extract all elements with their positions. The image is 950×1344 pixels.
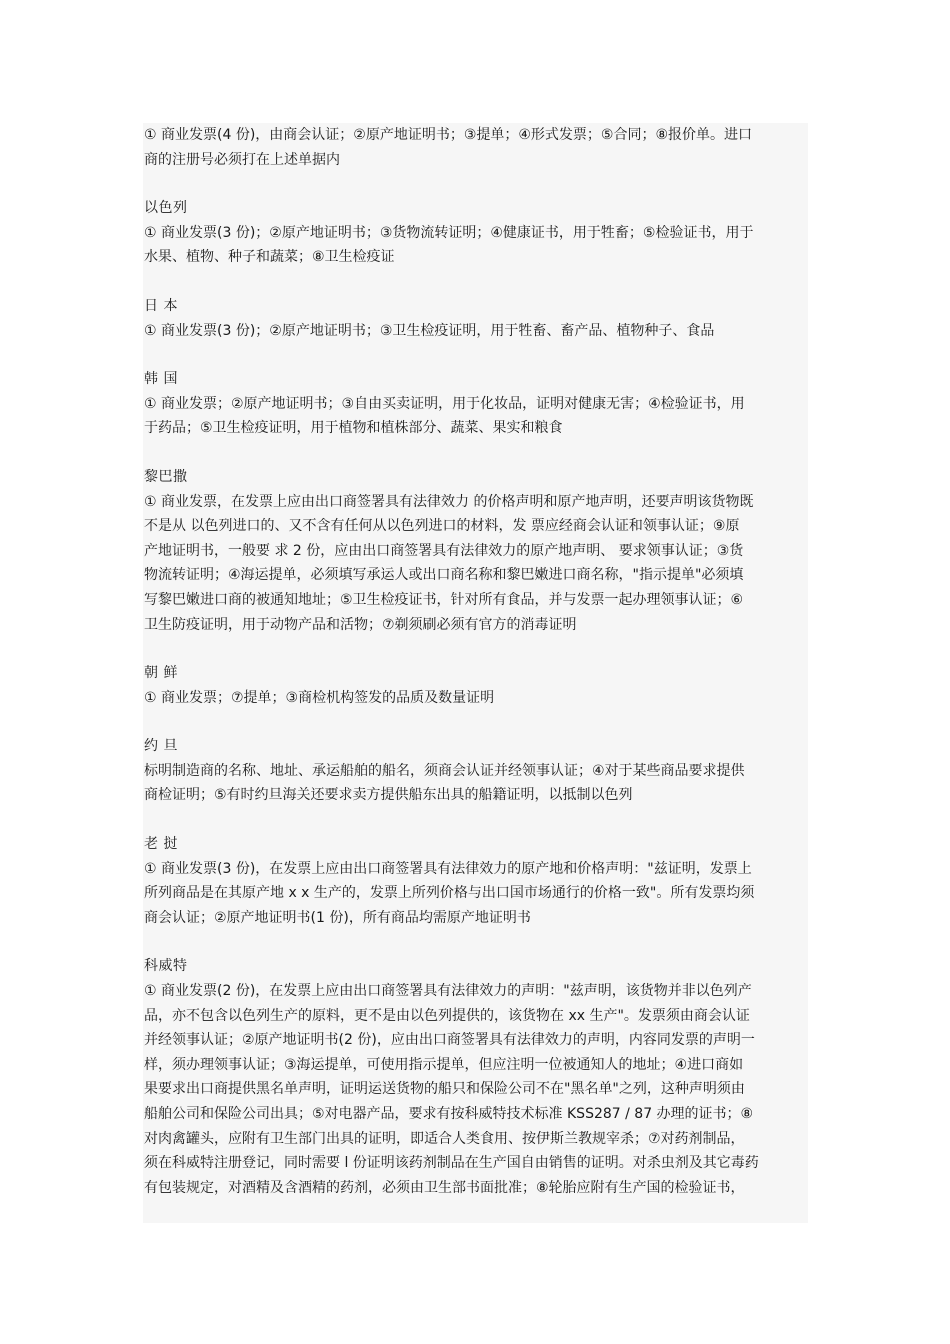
body-line: ① 商业发票(3 份)；②原产地证明书；③货物流转证明；④健康证书，用于牲畜；⑤检验证书，用于 bbox=[144, 224, 754, 241]
country-heading: 韩 国 bbox=[144, 371, 178, 388]
body-line: ① 商业发票(3 份)，在发票上应由出口商签署具有法律效力的原产地和价格声明："兹证明，发票上 bbox=[144, 860, 752, 877]
section-korea bbox=[143, 367, 808, 441]
body-line: 品，亦不包含以色列生产的原料，更不是由以色列提供的，该货物在 xx 生产"。发票须由商会认证 bbox=[144, 1007, 750, 1024]
country-heading: 老 挝 bbox=[144, 836, 178, 853]
country-heading: 黎巴撒 bbox=[144, 468, 188, 485]
section-intro bbox=[143, 123, 808, 172]
body-line: 商检证明；⑤有时约旦海关还要求卖方提供船东出具的船籍证明，以抵制以色列 bbox=[144, 787, 633, 804]
body-line: 产地证明书，一般要 求 2 份，应由出口商签署具有法律效力的原产地声明、 要求领事认证；③货 bbox=[144, 542, 744, 559]
body-line: ① 商业发票(3 份)；②原产地证明书；③卫生检疫证明，用于牲畜、畜产品、植物种子、食品 bbox=[144, 322, 715, 339]
body-line: 船舶公司和保险公司出具；⑤对电器产品，要求有按科威特技术标准 KSS287 / 87 办理的证书；⑧ bbox=[144, 1106, 754, 1122]
body-line: ① 商业发票(4 份)，由商会认证；②原产地证明书；③提单；④形式发票；⑤合同；⑧报价单。进口 bbox=[144, 127, 753, 143]
body-line: 写黎巴嫩进口商的被通知地址；⑤卫生检疫证书，针对所有食品，并与发票一起办理领事认证；⑥ bbox=[144, 591, 744, 608]
body-line: ① 商业发票；⑦提单；③商检机构签发的品质及数量证明 bbox=[144, 689, 495, 706]
body-line: 标明制造商的名称、地址、承运船舶的船名，须商会认证并经领事认证；④对于某些商品要求提供 bbox=[144, 762, 745, 779]
body-line: 样，须办理领事认证；③海运提单，可使用指示提单，但应注明一位被通知人的地址；④进口商如 bbox=[144, 1056, 744, 1073]
country-heading: 科威特 bbox=[144, 958, 188, 975]
body-line: ① 商业发票(2 份)，在发票上应由出口商签署具有法律效力的声明："兹声明，该货物并非以色列产 bbox=[144, 983, 752, 1000]
section-lebanon bbox=[143, 465, 808, 637]
country-heading: 以色列 bbox=[144, 200, 188, 217]
body-line: 有包装规定，对酒精及含酒精的药剂，必须由卫生部书面批准；⑧轮胎应附有生产国的检验证书， bbox=[144, 1179, 745, 1196]
section-laos bbox=[143, 832, 808, 930]
country-heading: 日 本 bbox=[144, 297, 178, 314]
body-line: 所列商品是在其原产地 x x 生产的，发票上所列价格与出口国市场通行的价格一致"。所有发票均须 bbox=[144, 885, 755, 902]
body-line: 果要求出口商提供黑名单声明，证明运送货物的船只和保险公司不在"黑名单"之列，这种声明须由 bbox=[144, 1081, 745, 1098]
body-line: 商会认证；②原产地证明书(1 份)，所有商品均需原产地证明书 bbox=[144, 909, 531, 926]
body-line: 须在科威特注册登记，同时需要 l 份证明该药剂制品在生产国自由销售的证明。对杀虫剂及其它毒药 bbox=[144, 1155, 759, 1172]
body-line: 于药品；⑤卫生检疫证明，用于植物和植株部分、蔬菜、果实和粮食 bbox=[144, 420, 563, 437]
body-line: 商的注册号必须打在上述单据内 bbox=[144, 151, 340, 168]
section-jordan bbox=[143, 734, 808, 808]
section-north-korea bbox=[143, 661, 808, 710]
section-japan bbox=[143, 294, 808, 343]
body-line: 卫生防疫证明，用于动物产品和活物；⑦剃须刷必须有官方的消毒证明 bbox=[144, 616, 577, 633]
body-line: 物流转证明；④海运提单，必须填写承运人或出口商名称和黎巴嫩进口商名称，"指示提单"必须填 bbox=[144, 567, 744, 584]
body-line: 水果、植物、种子和蔬菜；⑧卫生检疫证 bbox=[144, 249, 395, 266]
body-line: 对肉禽罐头，应附有卫生部门出具的证明，即适合人类食用、按伊斯兰教规宰杀；⑦对药剂制品， bbox=[144, 1130, 745, 1147]
country-heading: 约 旦 bbox=[144, 738, 178, 755]
document-body bbox=[143, 123, 808, 1223]
body-line: ① 商业发票；②原产地证明书；③自由买卖证明，用于化妆品，证明对健康无害；④检验证书，用 bbox=[144, 395, 745, 412]
section-kuwait bbox=[143, 954, 808, 1200]
section-israel bbox=[143, 196, 808, 270]
body-line: 不是从 以色列进口的、又不含有任何从以色列进口的材料，发 票应经商会认证和领事认证；⑨原 bbox=[144, 518, 740, 535]
body-line: ① 商业发票，在发票上应由出口商签署具有法律效力 的价格声明和原产地声明，还要声明该货物既 bbox=[144, 493, 754, 510]
body-line: 并经领事认证；②原产地证明书(2 份)，应由出口商签署具有法律效力的声明，内容同发票的声明一 bbox=[144, 1032, 755, 1049]
country-heading: 朝 鲜 bbox=[144, 665, 178, 682]
